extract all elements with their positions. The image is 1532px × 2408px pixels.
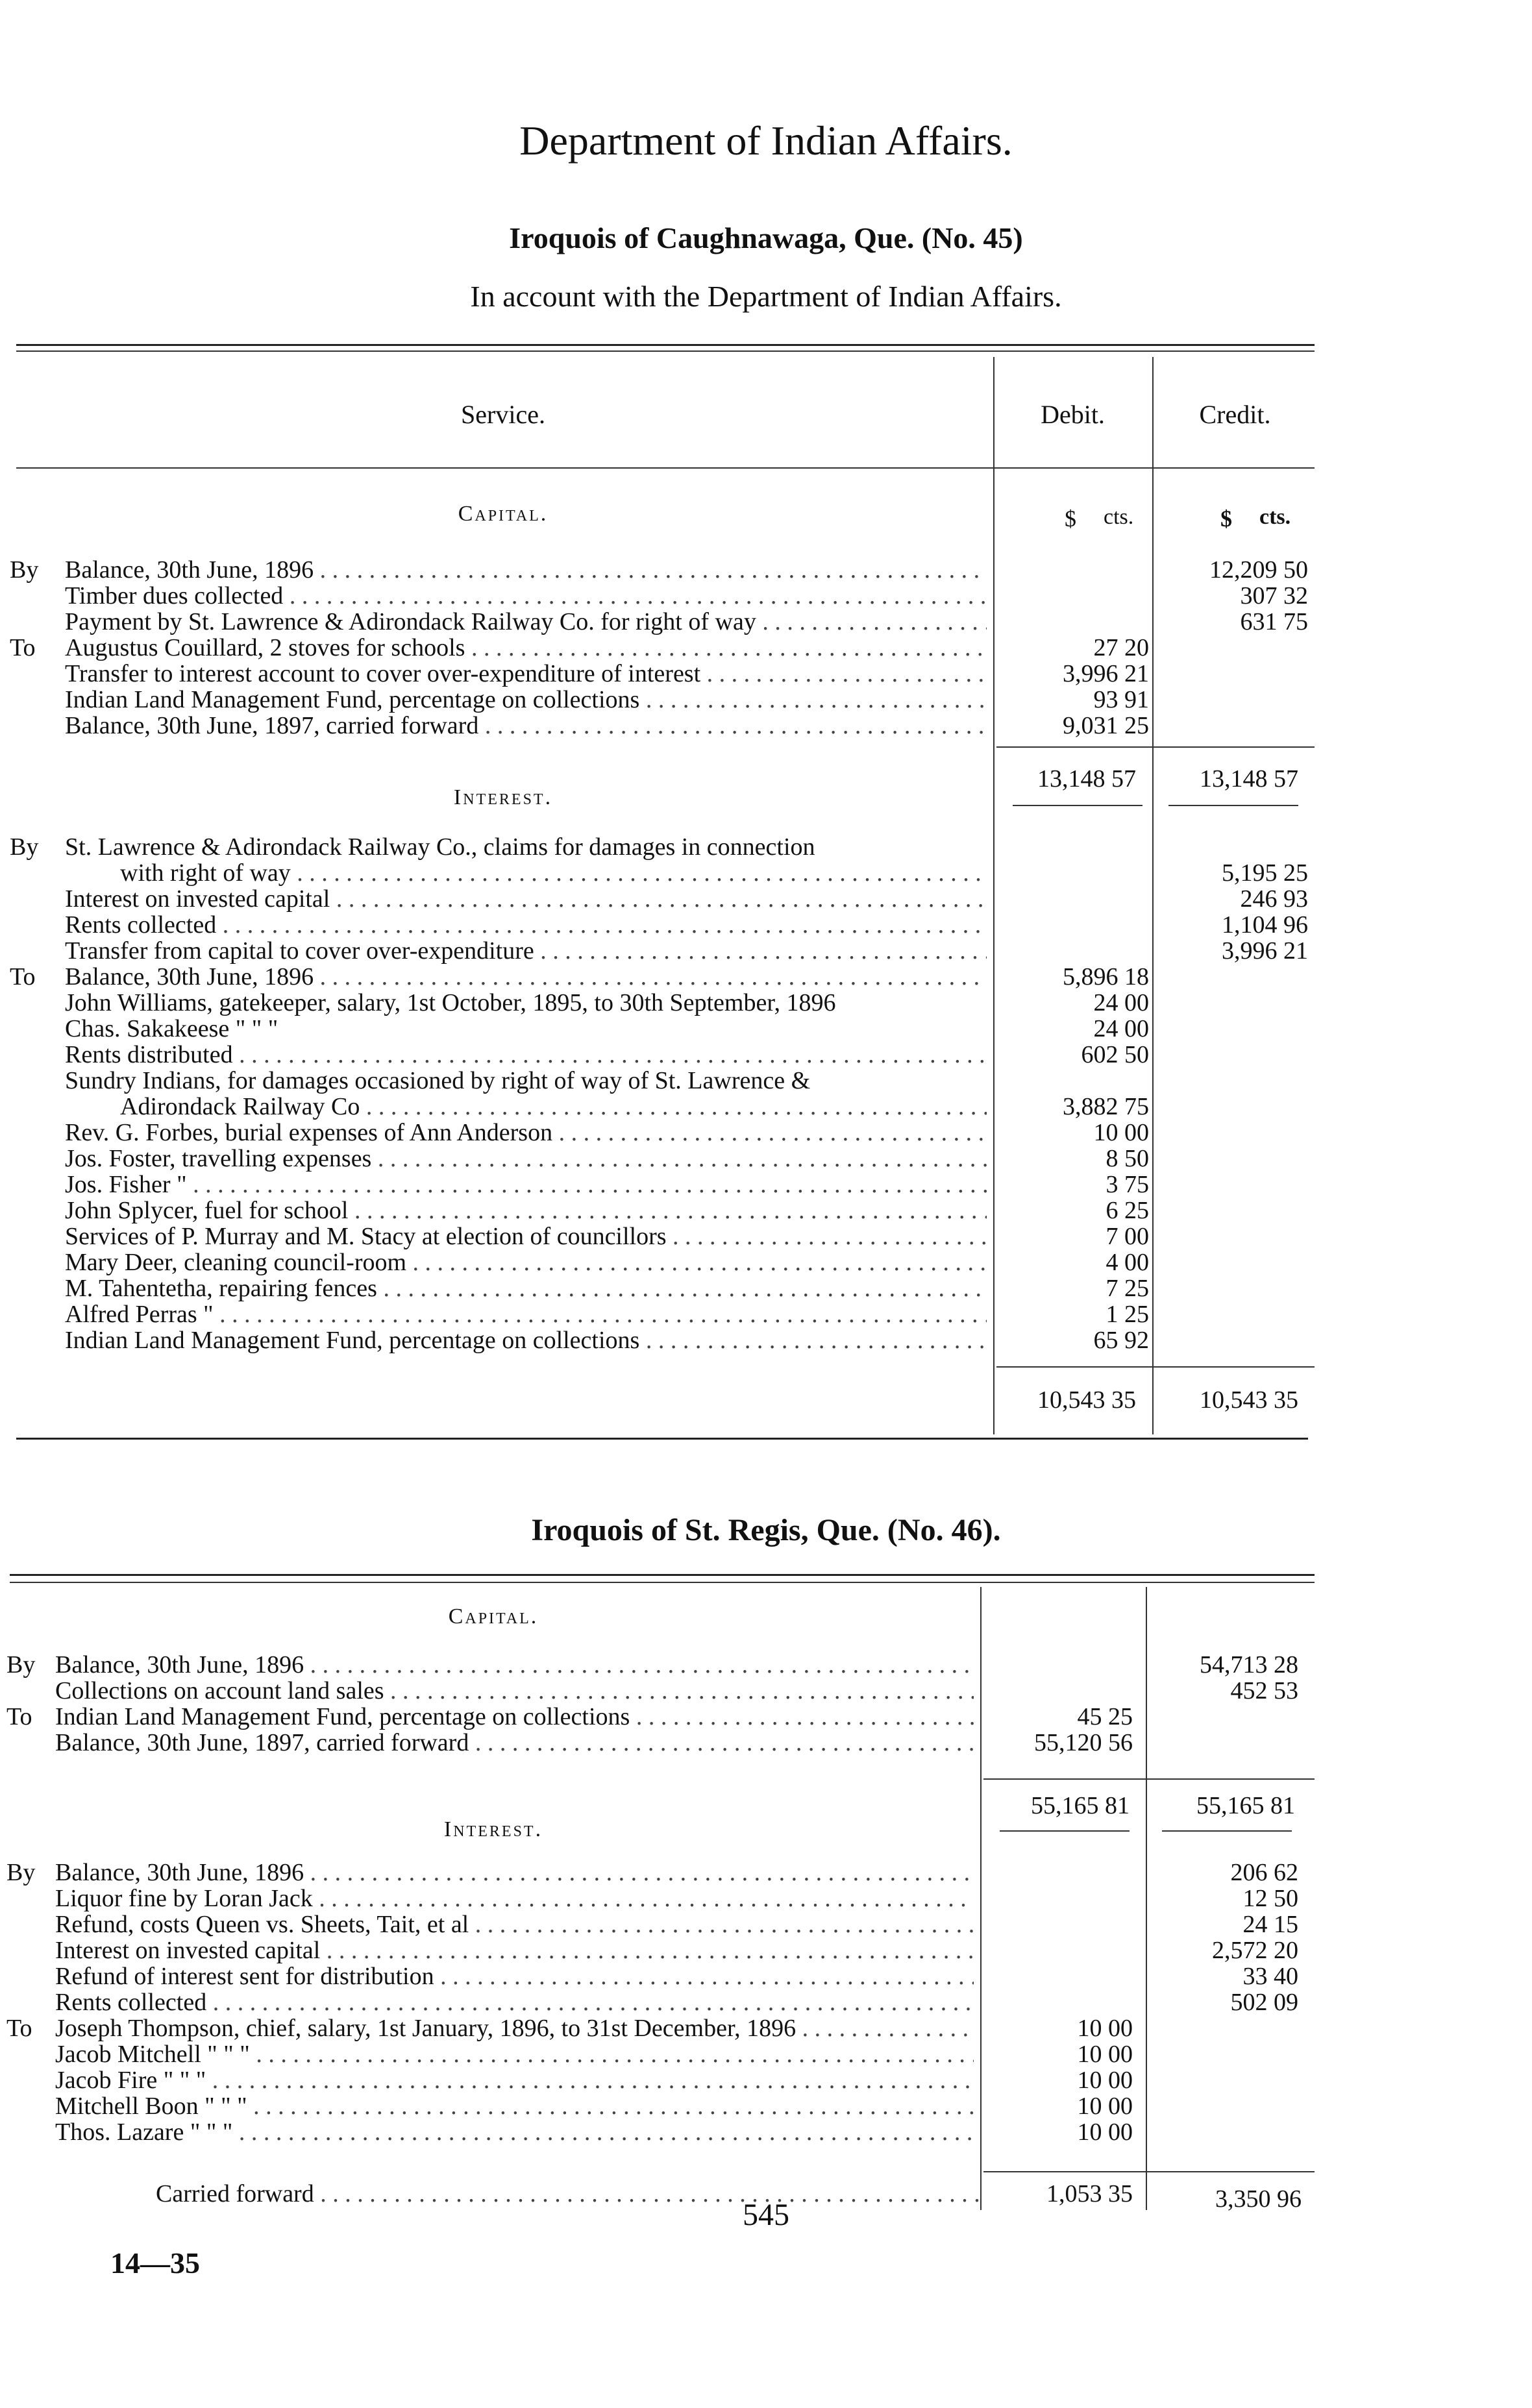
credit-amount: 631 75 (1240, 608, 1308, 635)
signature-mark: 14—35 (110, 2246, 200, 2279)
debit-amount: 1 25 (1106, 1301, 1149, 1328)
capital-total-underline-credit (1168, 805, 1298, 806)
ledger-row (6, 1652, 1315, 1678)
entry-description: Thos. Lazare " " " . . . (55, 2119, 974, 2145)
ledger-row (6, 1989, 1315, 2015)
credit-amount: 246 93 (1240, 885, 1308, 913)
debit-amount: 7 25 (1106, 1275, 1149, 1302)
capital-total-debit: 13,148 57 (1037, 765, 1136, 792)
credit-amount: 2,572 20 (1212, 1937, 1298, 1964)
entry-description: Jacob Mitchell " " " . . . (55, 2041, 974, 2067)
credit-amount: 12 50 (1242, 1885, 1298, 1912)
entry-description: Adirondack Railway Co . . . (120, 1094, 987, 1120)
carried-forward-debit: 1,053 35 (1046, 2180, 1133, 2207)
entry-description: Liquor fine by Loran Jack . . . (55, 1886, 974, 1911)
entry-description: Rents collected . . . (55, 1989, 974, 2015)
debit-amount: 93 91 (1093, 686, 1149, 713)
ledger-row (6, 1860, 1315, 1886)
ledger-row (6, 2093, 1315, 2119)
capital-total-underline-debit (1013, 805, 1143, 806)
ledger-row (10, 687, 1315, 713)
account-subtitle: Iroquois of Caughnawaga, Que. (No. 45) (509, 221, 1023, 254)
debit-amount: 10 00 (1077, 2067, 1133, 2094)
debit-amount: 6 25 (1106, 1197, 1149, 1224)
entry-description: Indian Land Management Fund, percentage on collections . . . (65, 1327, 987, 1353)
entry-prefix: To (10, 634, 36, 661)
entry-description: Balance, 30th June, 1896 . . . (55, 1860, 974, 1886)
credit-amount: 206 62 (1230, 1859, 1298, 1886)
debit-amount: 27 20 (1093, 634, 1149, 661)
entry-description: Alfred Perras " . . . (65, 1301, 987, 1327)
capital-total-rule (996, 746, 1315, 748)
entry-description: Timber dues collected . . . (65, 583, 987, 609)
ledger-row (6, 2015, 1315, 2041)
header-bottom-rule (16, 467, 1315, 469)
debit-amount: 3,882 75 (1063, 1093, 1149, 1120)
entry-description: Refund, costs Queen vs. Sheets, Tait, et al . . . (55, 1911, 974, 1937)
credit-column-header: Credit. (1199, 400, 1271, 429)
entry-description: Balance, 30th June, 1897, carried forward . . . (65, 713, 987, 739)
credit-dollar-label: $ (1220, 506, 1232, 532)
ledger-row (10, 1249, 1315, 1275)
debit-amount: 7 00 (1106, 1223, 1149, 1250)
ledger-row (10, 1120, 1315, 1146)
debit-dollar-label: $ (1065, 506, 1076, 532)
entry-description: with right of way . . . (120, 860, 987, 886)
ledger-row (6, 1963, 1315, 1989)
stregis-capital-total-credit: 55,165 81 (1196, 1792, 1295, 1819)
entry-description: Transfer to interest account to cover over-expenditure of interest . . . (65, 661, 987, 687)
ledger-row (10, 1301, 1315, 1327)
entry-description: Interest on invested capital . . . (65, 886, 987, 912)
stregis-interest-heading: Interest. (443, 1817, 543, 1841)
carried-forward-label: Carried forward . . . (156, 2181, 980, 2207)
ledger-row (10, 1146, 1315, 1172)
ledger-row (10, 609, 1315, 635)
debit-amount: 45 25 (1077, 1703, 1133, 1730)
account-subtitle-2: In account with the Department of Indian Affairs. (470, 280, 1062, 313)
entry-description: Interest on invested capital . . . (55, 1937, 974, 1963)
debit-amount: 602 50 (1081, 1041, 1149, 1068)
ledger-row (10, 635, 1315, 661)
credit-amount: 54,713 28 (1200, 1651, 1298, 1678)
interest-heading: Interest. (453, 785, 553, 809)
debit-amount: 10 00 (1077, 2041, 1133, 2068)
ledger-row (10, 661, 1315, 687)
entry-description: Mitchell Boon " " " . . . (55, 2093, 974, 2119)
carried-forward-credit: 3,350 96 (1215, 2185, 1302, 2213)
credit-amount: 33 40 (1242, 1963, 1298, 1990)
entry-description: St. Lawrence & Adirondack Railway Co., claims for damages in connection (65, 834, 815, 860)
service-column-header: Service. (461, 400, 545, 429)
caughnawaga-bottom-rule (16, 1438, 1308, 1440)
entry-description: John Williams, gatekeeper, salary, 1st October, 1895, to 30th September, 1896 (65, 990, 836, 1016)
debit-amount: 24 00 (1093, 1015, 1149, 1042)
debit-amount: 3,996 21 (1063, 660, 1149, 687)
entry-description: Services of P. Murray and M. Stacy at election of councillors . . . (65, 1223, 987, 1249)
entry-description: Balance, 30th June, 1896 . . . (65, 964, 987, 990)
entry-description: Jacob Fire " " " . . . (55, 2067, 974, 2093)
capital-total-credit: 13,148 57 (1200, 765, 1298, 792)
entry-description: Jos. Foster, travelling expenses . . . (65, 1146, 987, 1172)
debit-amount: 10 00 (1077, 2015, 1133, 2042)
ledger-row (10, 1068, 1315, 1094)
ledger-row (6, 2067, 1315, 2093)
stregis-capital-underline-debit (1000, 1830, 1130, 1832)
entry-description: Rev. G. Forbes, burial expenses of Ann Anderson . . . (65, 1120, 987, 1146)
ledger-row (6, 1937, 1315, 1963)
credit-amount: 307 32 (1240, 582, 1308, 609)
entry-prefix: By (6, 1651, 36, 1678)
entry-prefix: To (6, 1703, 32, 1730)
ledger-row (10, 1016, 1315, 1042)
entry-prefix: To (10, 963, 36, 990)
ledger-row (6, 1886, 1315, 1911)
debit-amount: 55,120 56 (1034, 1729, 1133, 1756)
entry-description: Rents collected . . . (65, 912, 987, 938)
entry-description: Joseph Thompson, chief, salary, 1st January, 1896, to 31st December, 1896 . . . (55, 2015, 974, 2041)
entry-description: Balance, 30th June, 1896 . . . (55, 1652, 974, 1678)
entry-description: Indian Land Management Fund, percentage on collections . . . (55, 1704, 974, 1730)
ledger-row (10, 1094, 1315, 1120)
ledger-row (10, 912, 1315, 938)
debit-amount: 10 00 (1077, 2093, 1133, 2120)
entry-description: Augustus Couillard, 2 stoves for schools . . . (65, 635, 987, 661)
stregis-capital-total-rule (983, 1778, 1315, 1780)
entry-description: Payment by St. Lawrence & Adirondack Railway Co. for right of way . . . (65, 609, 987, 635)
interest-total-credit: 10,543 35 (1200, 1386, 1298, 1414)
debit-amount: 65 92 (1093, 1327, 1149, 1354)
entry-description: Chas. Sakakeese " " " (65, 1016, 278, 1042)
entry-description: Indian Land Management Fund, percentage on collections . . . (65, 687, 987, 713)
entry-prefix: By (10, 556, 39, 584)
entry-description: Collections on account land sales . . . (55, 1678, 974, 1704)
credit-cents-label: cts. (1259, 505, 1291, 529)
stregis-capital-underline-credit (1162, 1830, 1292, 1832)
credit-amount: 24 15 (1242, 1911, 1298, 1938)
capital-heading: Capital. (458, 502, 549, 526)
ledger-row (10, 860, 1315, 886)
entry-description: M. Tahentetha, repairing fences . . . (65, 1275, 987, 1301)
ledger-row (6, 1678, 1315, 1704)
ledger-row (6, 2041, 1315, 2067)
debit-amount: 5,896 18 (1063, 963, 1149, 990)
credit-amount: 3,996 21 (1222, 937, 1308, 964)
debit-amount: 9,031 25 (1063, 712, 1149, 739)
credit-amount: 12,209 50 (1209, 556, 1308, 584)
entry-description: John Splycer, fuel for school . . . (65, 1198, 987, 1223)
entry-prefix: To (6, 2015, 32, 2042)
table-top-rule (16, 344, 1315, 346)
ledger-row (6, 1911, 1315, 1937)
page-title: Department of Indian Affairs. (519, 117, 1013, 164)
ledger-row (6, 1704, 1315, 1730)
credit-amount: 5,195 25 (1222, 859, 1308, 887)
entry-description: Mary Deer, cleaning council-room . . . (65, 1249, 987, 1275)
ledger-row (10, 713, 1315, 739)
stregis-capital-heading: Capital. (448, 1604, 539, 1628)
debit-amount: 4 00 (1106, 1249, 1149, 1276)
page-number: 545 (743, 2198, 789, 2232)
ledger-row (10, 1042, 1315, 1068)
entry-prefix: By (10, 833, 39, 861)
ledger-row (10, 886, 1315, 912)
stregis-title: Iroquois of St. Regis, Que. (No. 46). (531, 1513, 1001, 1547)
debit-amount: 3 75 (1106, 1171, 1149, 1198)
stregis-capital-total-debit: 55,165 81 (1031, 1792, 1130, 1819)
entry-description: Sundry Indians, for damages occasioned by right of way of St. Lawrence & (65, 1068, 811, 1094)
stregis-top-rule (10, 1574, 1315, 1576)
credit-amount: 452 53 (1230, 1677, 1298, 1704)
ledger-row (10, 583, 1315, 609)
ledger-row (10, 557, 1315, 583)
ledger-row (10, 964, 1315, 990)
ledger-row (6, 1730, 1315, 1756)
credit-amount: 502 09 (1230, 1989, 1298, 2016)
ledger-row (10, 1327, 1315, 1353)
entry-description: Refund of interest sent for distribution . . . (55, 1963, 974, 1989)
debit-column-header: Debit. (1041, 400, 1105, 429)
ledger-row (10, 1275, 1315, 1301)
entry-description: Balance, 30th June, 1896 . . . (65, 557, 987, 583)
ledger-row (10, 1223, 1315, 1249)
debit-cents-label: cts. (1104, 505, 1134, 529)
ledger-row (10, 990, 1315, 1016)
stregis-top-rule-2 (10, 1582, 1315, 1583)
interest-total-debit: 10,543 35 (1037, 1386, 1136, 1414)
entry-description: Balance, 30th June, 1897, carried forward . . . (55, 1730, 974, 1756)
entry-description: Jos. Fisher " . . . (65, 1172, 987, 1198)
entry-prefix: By (6, 1859, 36, 1886)
ledger-row (10, 938, 1315, 964)
credit-amount: 1,104 96 (1222, 911, 1308, 939)
table-top-rule-2 (16, 350, 1315, 352)
ledger-row (10, 1172, 1315, 1198)
ledger-row (10, 834, 1315, 860)
debit-amount: 10 00 (1093, 1119, 1149, 1146)
debit-amount: 10 00 (1077, 2119, 1133, 2146)
stregis-carried-rule (983, 2171, 1315, 2172)
entry-description: Rents distributed . . . (65, 1042, 987, 1068)
ledger-row (6, 2119, 1315, 2145)
debit-amount: 8 50 (1106, 1145, 1149, 1172)
entry-description: Transfer from capital to cover over-expenditure . . . (65, 938, 987, 964)
debit-amount: 24 00 (1093, 989, 1149, 1016)
ledger-row (10, 1198, 1315, 1223)
interest-total-rule (996, 1366, 1315, 1368)
